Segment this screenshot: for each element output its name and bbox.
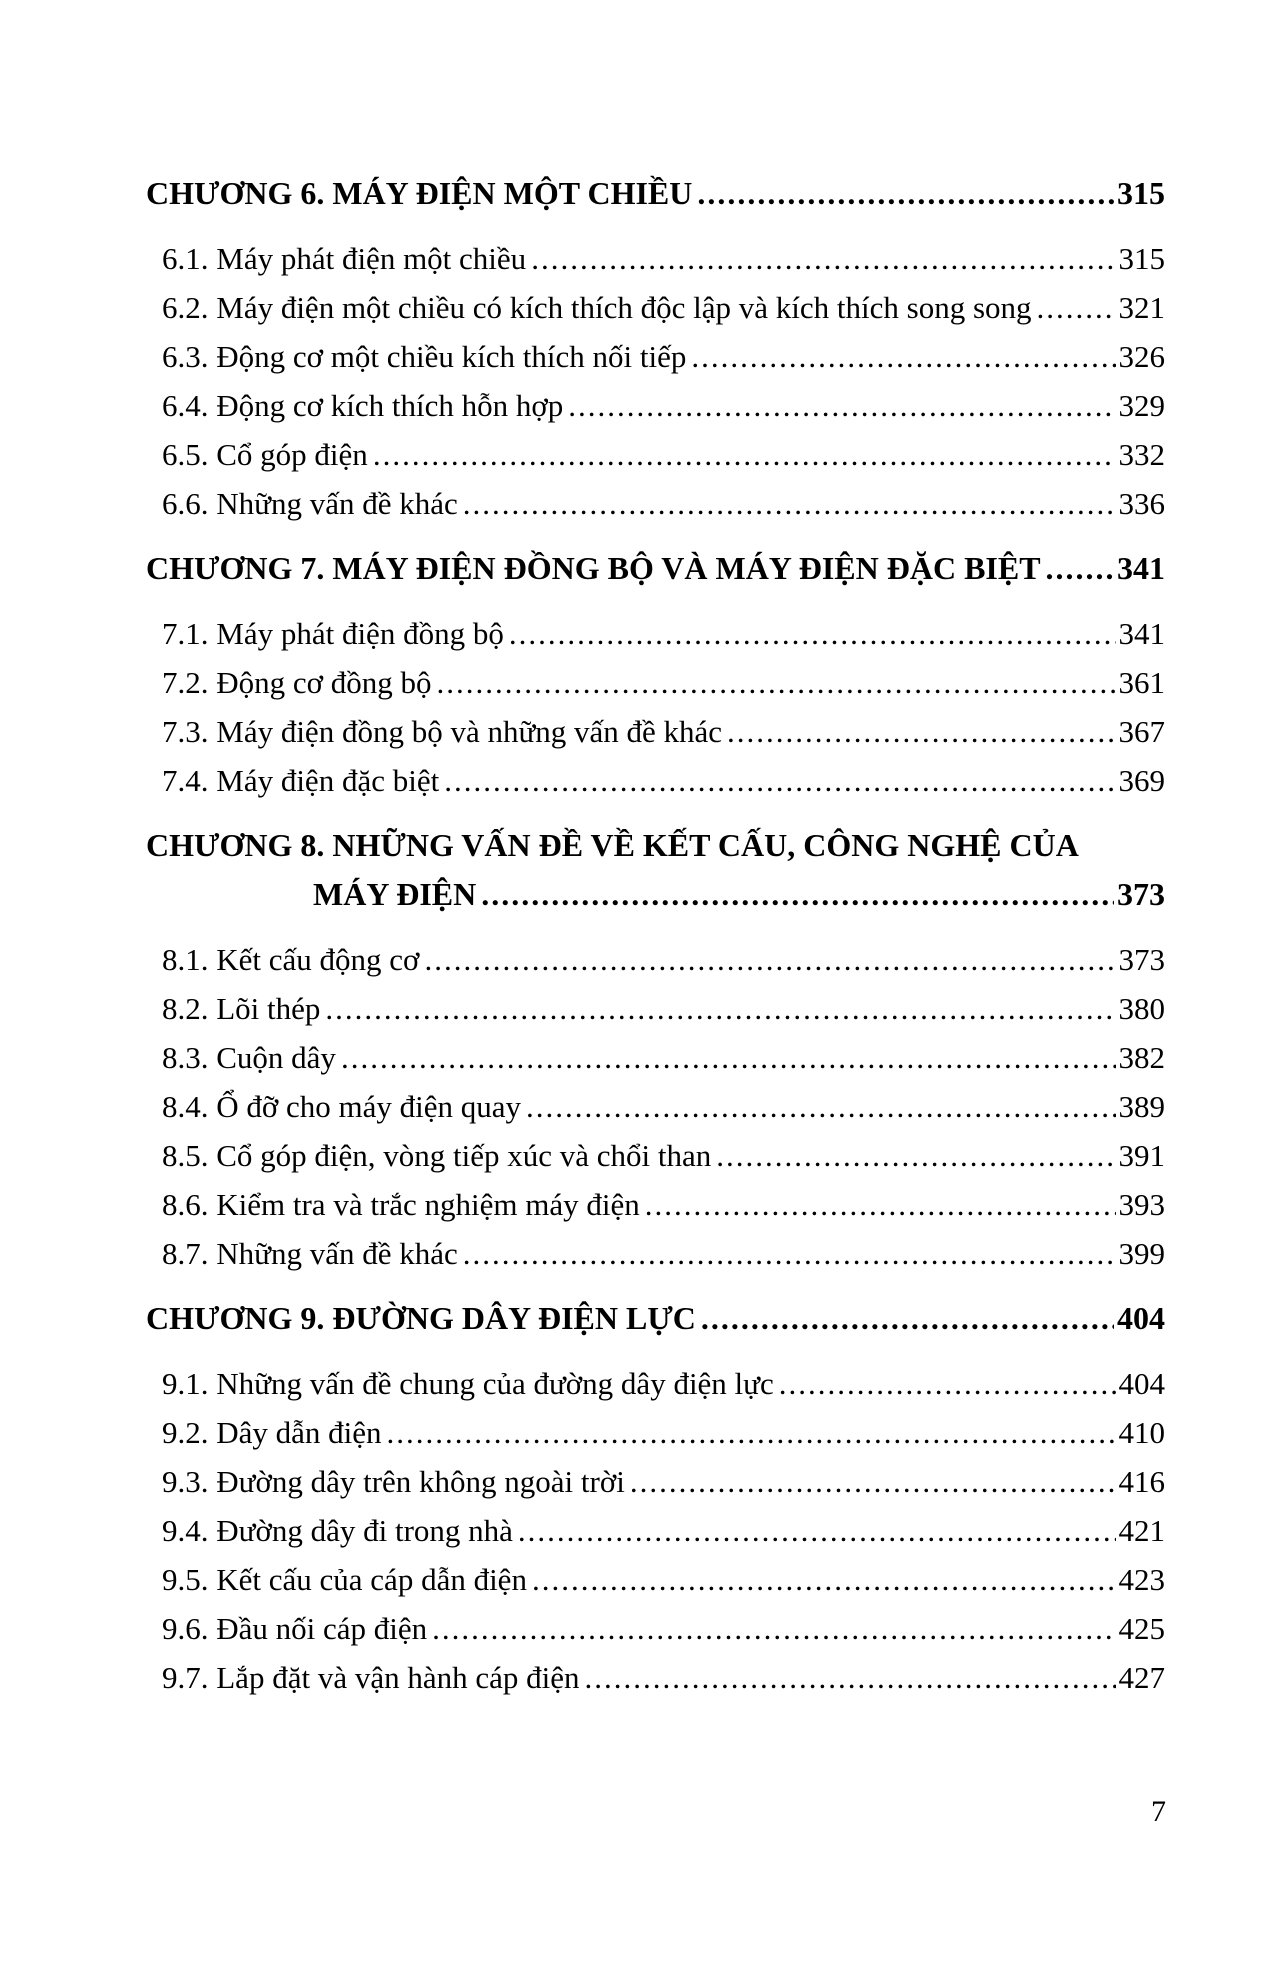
toc-entry-page-number: 326 — [1118, 339, 1165, 374]
dot-leader — [432, 658, 1116, 707]
toc-entry-page-number: 404 — [1117, 1300, 1165, 1336]
dot-leader — [368, 430, 1116, 479]
toc-item-row — [146, 234, 1165, 283]
toc-entry-title: 9.4. Đường dây đi trong nhà — [162, 1513, 513, 1548]
toc-entry-title: 7.1. Máy phát điện đồng bộ — [162, 616, 504, 651]
toc-entry-page-number: 321 — [1118, 290, 1165, 325]
toc-chapter-row — [146, 821, 1165, 870]
toc-item-row — [146, 1653, 1165, 1702]
dot-leader — [580, 1653, 1116, 1702]
dot-leader — [696, 1294, 1114, 1343]
toc-entry-title: 8.3. Cuộn dây — [162, 1040, 336, 1075]
dot-leader — [476, 870, 1114, 919]
dot-leader — [526, 234, 1115, 283]
dot-leader — [427, 1604, 1115, 1653]
toc-entry-title: 9.6. Đầu nối cáp điện — [162, 1611, 428, 1646]
dot-leader — [419, 935, 1115, 984]
toc-entry-title: 7.2. Động cơ đồng bộ — [162, 665, 432, 700]
toc-entry-title: 7.3. Máy điện đồng bộ và những vấn đề khác — [162, 714, 723, 749]
dot-leader — [504, 609, 1116, 658]
toc-item-row — [146, 479, 1165, 528]
toc-list — [146, 169, 1165, 1702]
toc-item-row — [146, 1082, 1165, 1131]
toc-entry-title: 7.4. Máy điện đặc biệt — [162, 763, 440, 798]
toc-item-row — [146, 609, 1165, 658]
toc-item-row — [146, 1359, 1165, 1408]
toc-entry-title: 6.4. Động cơ kích thích hỗn hợp — [162, 388, 564, 423]
dot-leader — [382, 1408, 1116, 1457]
toc-entry-page-number: 369 — [1118, 763, 1165, 798]
dot-leader — [1041, 544, 1114, 593]
toc-entry-title: CHƯƠNG 9. ĐƯỜNG DÂY ĐIỆN LỰC — [146, 1300, 696, 1336]
toc-item-row — [146, 984, 1165, 1033]
toc-entry-title: 6.2. Máy điện một chiều có kích thích độc lập và kích thích song song — [162, 290, 1032, 325]
dot-leader — [625, 1457, 1116, 1506]
toc-item-row — [146, 283, 1165, 332]
dot-leader — [640, 1180, 1116, 1229]
toc-item-row — [146, 756, 1165, 805]
toc-item-row — [146, 1229, 1165, 1278]
toc-entry-title: 6.5. Cổ góp điện — [162, 437, 368, 472]
toc-entry-page-number: 427 — [1118, 1660, 1165, 1695]
toc-item-row — [146, 707, 1165, 756]
toc-chapter-row — [146, 1294, 1165, 1343]
dot-leader — [458, 1229, 1116, 1278]
toc-entry-title: 8.7. Những vấn đề khác — [162, 1236, 458, 1271]
toc-entry-page-number: 341 — [1117, 550, 1165, 586]
toc-entry-title: 6.1. Máy phát điện một chiều — [162, 241, 527, 276]
toc-entry-page-number: 410 — [1118, 1415, 1165, 1450]
toc-entry-page-number: 373 — [1117, 876, 1165, 912]
toc-entry-title: CHƯƠNG 8. NHỮNG VẤN ĐỀ VỀ KẾT CẤU, CÔNG NGHỆ CỦA — [146, 827, 1079, 863]
toc-entry-page-number: 393 — [1118, 1187, 1165, 1222]
toc-item-row — [146, 935, 1165, 984]
dot-leader — [439, 756, 1115, 805]
toc-item-row — [146, 1131, 1165, 1180]
toc-entry-page-number: 329 — [1118, 388, 1165, 423]
dot-leader — [774, 1359, 1116, 1408]
dot-leader — [722, 707, 1115, 756]
toc-entry-page-number: 361 — [1118, 665, 1165, 700]
toc-entry-page-number: 416 — [1118, 1464, 1165, 1499]
dot-leader — [513, 1506, 1116, 1555]
toc-entry-title: CHƯƠNG 6. MÁY ĐIỆN MỘT CHIỀU — [146, 175, 693, 211]
toc-entry-page-number: 341 — [1118, 616, 1165, 651]
toc-entry-title: 6.3. Động cơ một chiều kích thích nối tiếp — [162, 339, 687, 374]
toc-entry-title: MÁY ĐIỆN — [313, 876, 477, 912]
toc-entry-page-number: 336 — [1118, 486, 1165, 521]
toc-entry-page-number: 382 — [1118, 1040, 1165, 1075]
toc-entry-title: 8.1. Kết cấu động cơ — [162, 942, 420, 977]
toc-entry-title: 9.2. Dây dẫn điện — [162, 1415, 382, 1450]
toc-entry-title: 8.5. Cổ góp điện, vòng tiếp xúc và chổi than — [162, 1138, 712, 1173]
toc-entry-page-number: 367 — [1118, 714, 1165, 749]
toc-item-row — [146, 1457, 1165, 1506]
toc-entry-page-number: 380 — [1118, 991, 1165, 1026]
toc-entry-title: 8.4. Ổ đỡ cho máy điện quay — [162, 1089, 522, 1124]
dot-leader — [527, 1555, 1116, 1604]
toc-entry-page-number: 315 — [1118, 241, 1165, 276]
toc-entry-title: 9.3. Đường dây trên không ngoài trời — [162, 1464, 625, 1499]
toc-entry-title: 8.6. Kiểm tra và trắc nghiệm máy điện — [162, 1187, 640, 1222]
dot-leader — [320, 984, 1115, 1033]
dot-leader — [336, 1033, 1116, 1082]
dot-leader — [521, 1082, 1115, 1131]
toc-item-row — [146, 430, 1165, 479]
toc-entry-title: 9.5. Kết cấu của cáp dẫn điện — [162, 1562, 527, 1597]
dot-leader — [563, 381, 1115, 430]
toc-entry-title: 6.6. Những vấn đề khác — [162, 486, 458, 521]
toc-entry-title: 9.7. Lắp đặt và vận hành cáp điện — [162, 1660, 580, 1695]
toc-item-row — [146, 1033, 1165, 1082]
toc-entry-page-number: 332 — [1118, 437, 1165, 472]
toc-item-row — [146, 1506, 1165, 1555]
toc-item-row — [146, 332, 1165, 381]
dot-leader — [692, 169, 1114, 218]
toc-entry-page-number: 391 — [1118, 1138, 1165, 1173]
toc-entry-title: 8.2. Lõi thép — [162, 991, 321, 1026]
toc-entry-page-number: 315 — [1117, 175, 1165, 211]
toc-item-row — [146, 381, 1165, 430]
dot-leader — [1032, 283, 1116, 332]
dot-leader — [458, 479, 1116, 528]
toc-entry-page-number: 389 — [1118, 1089, 1165, 1124]
toc-entry-page-number: 423 — [1118, 1562, 1165, 1597]
toc-chapter-row — [146, 169, 1165, 218]
toc-entry-page-number: 404 — [1118, 1366, 1165, 1401]
page-number-label: 7 — [1151, 1795, 1166, 1828]
toc-item-row — [146, 1555, 1165, 1604]
toc-item-row — [146, 1180, 1165, 1229]
dot-leader — [686, 332, 1115, 381]
toc-entry-title: CHƯƠNG 7. MÁY ĐIỆN ĐỒNG BỘ VÀ MÁY ĐIỆN ĐẶC BIỆT — [146, 550, 1041, 586]
toc-entry-page-number: 399 — [1118, 1236, 1165, 1271]
toc-item-row — [146, 658, 1165, 707]
toc-entry-page-number: 421 — [1118, 1513, 1165, 1548]
toc-chapter-row — [146, 544, 1165, 593]
toc-entry-page-number: 373 — [1118, 942, 1165, 977]
toc-entry-title: 9.1. Những vấn đề chung của đường dây điện lực — [162, 1366, 774, 1401]
toc-item-row — [146, 1604, 1165, 1653]
toc-item-row — [146, 1408, 1165, 1457]
dot-leader — [711, 1131, 1115, 1180]
toc-chapter-row — [146, 870, 1165, 919]
toc-entry-page-number: 425 — [1118, 1611, 1165, 1646]
